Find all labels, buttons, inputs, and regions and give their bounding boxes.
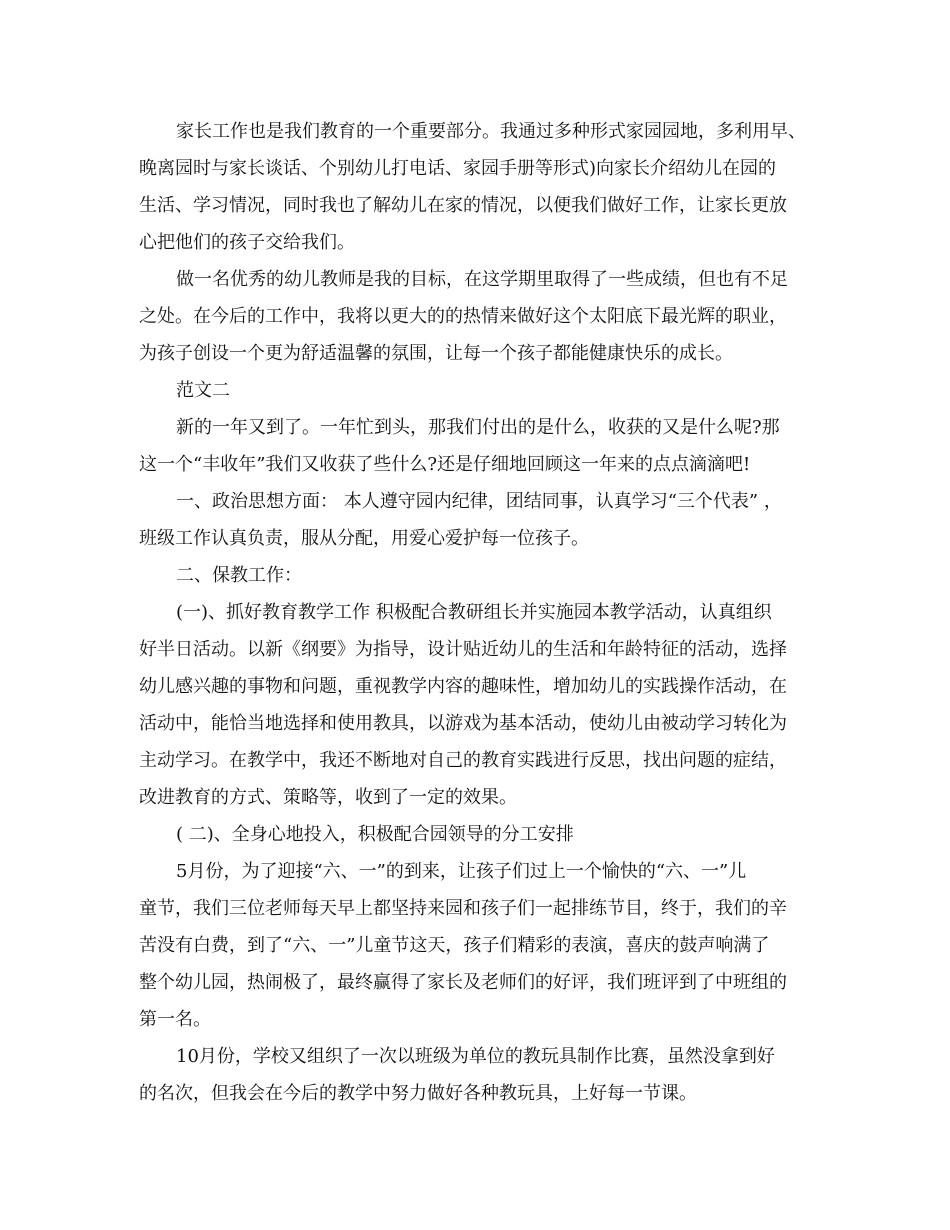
text-line: 好半日活动。以新《纲要》为指导，设计贴近幼儿的生活和年龄特征的活动，选择	[139, 639, 787, 660]
text-line: 改进教育的方式、策略等，收到了一定的效果。	[139, 787, 517, 808]
text-line: 童节，我们三位老师每天早上都坚持来园和孩子们一起排练节目，终于，我们的辛	[139, 898, 787, 919]
text-line: 为孩子创设一个更为舒适温馨的氛围，让每一个孩子都能健康快乐的成长。	[139, 343, 733, 364]
text-line: 整个幼儿园，热闹极了，最终赢得了家长及老师们的好评，我们班评到了中班组的	[139, 972, 787, 993]
text-line: ( 二)、全身心地投入，积极配合园领导的分工安排	[176, 824, 574, 845]
text-line: 班级工作认真负责，服从分配，用爱心爱护每一位孩子。	[139, 528, 589, 549]
text-line: 一、政治思想方面： 本人遵守园内纪律，团结同事，认真学习“三个代表” ，	[176, 491, 782, 512]
text-line: 做一名优秀的幼儿教师是我的目标，在这学期里取得了一些成绩，但也有不足	[176, 269, 788, 290]
text-line: 苦没有白费，到了“六、一”儿童节这天，孩子们精彩的表演，喜庆的鼓声响满了	[139, 935, 770, 956]
section-heading: 范文二	[176, 380, 230, 401]
text-line: 新的一年又到了。一年忙到头，那我们付出的是什么，收获的又是什么呢?那	[176, 417, 780, 438]
text-line: 幼儿感兴趣的事物和问题，重视教学内容的趣味性，增加幼儿的实践操作活动，在	[139, 676, 787, 697]
text-line: 这一个“丰收年”我们又收获了些什么?还是仔细地回顾这一年来的点点滴滴吧!	[139, 454, 751, 475]
text-line: 第一名。	[139, 1009, 211, 1030]
text-line: 心把他们的孩子交给我们。	[139, 232, 355, 253]
text-line: 10月份，学校又组织了一次以班级为单位的教玩具制作比赛，虽然没拿到好	[176, 1046, 775, 1067]
section-heading: 二、保教工作：	[176, 565, 302, 586]
text-line: 5月份，为了迎接“六、一”的到来，让孩子们过上一个愉快的“六、一”儿	[176, 861, 747, 882]
text-line: 主动学习。在教学中，我还不断地对自己的教育实践进行反思，找出问题的症结，	[139, 750, 787, 771]
text-line: (一)、抓好教育教学工作 积极配合教研组长并实施园本教学活动，认真组织	[176, 602, 772, 623]
text-line: 之处。在今后的工作中，我将以更大的的热情来做好这个太阳底下最光辉的职业，	[139, 306, 787, 327]
text-line: 生活、学习情况，同时我也了解幼儿在家的情况，以便我们做好工作，让家长更放	[139, 195, 787, 216]
text-line: 的名次，但我会在今后的教学中努力做好各种教玩具，上好每一节课。	[139, 1083, 697, 1104]
text-line: 家长工作也是我们教育的一个重要部分。我通过多种形式家园园地，多利用早、	[176, 121, 806, 142]
text-line: 活动中，能恰当地选择和使用教具，以游戏为基本活动，使幼儿由被动学习转化为	[139, 713, 787, 734]
text-line: 晚离园时与家长谈话、个别幼儿打电话、家园手册等形式)向家长介绍幼儿在园的	[139, 158, 777, 179]
